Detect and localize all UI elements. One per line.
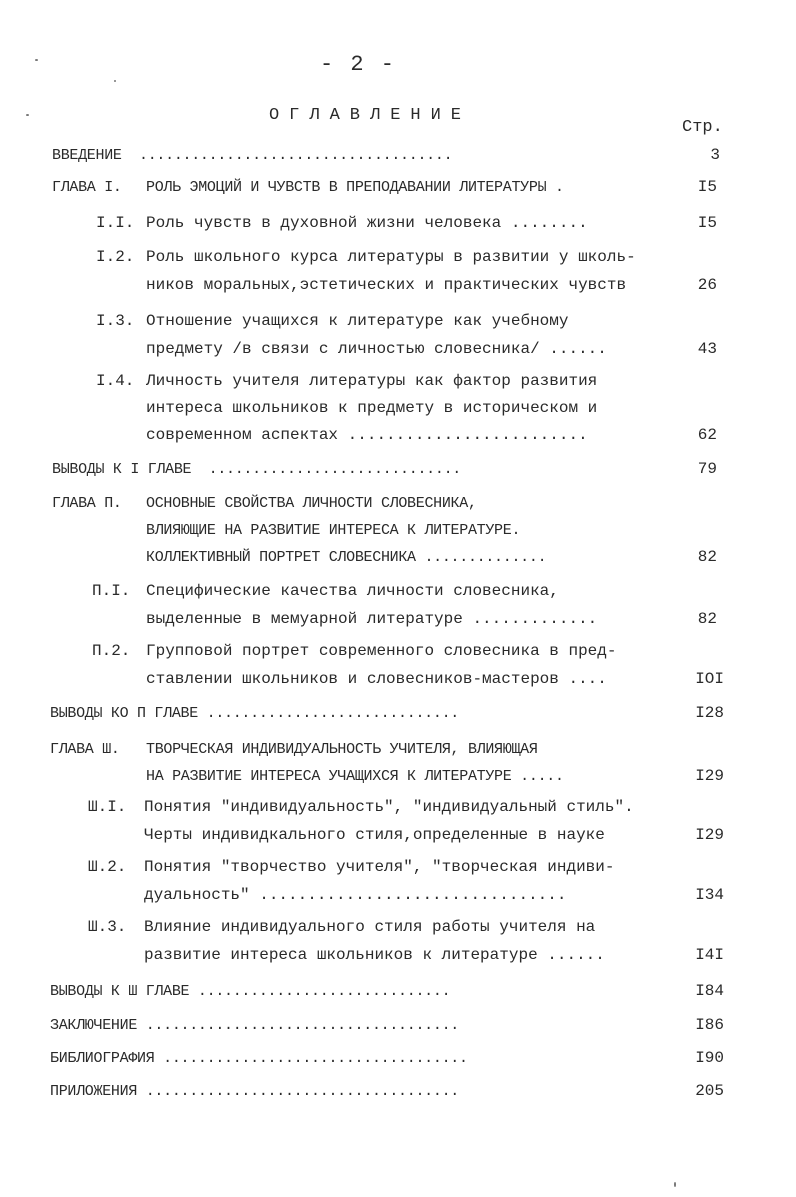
toc-page-ref: I5 xyxy=(697,178,717,196)
toc-page-ref: I5 xyxy=(697,214,717,232)
toc-entry-text: Специфические качества личности словесника, xyxy=(146,582,559,600)
toc-entry-number: П.I. xyxy=(92,582,131,600)
toc-page-ref: 205 xyxy=(695,1082,724,1100)
toc-entry-number: I.4. xyxy=(96,372,135,390)
toc-entry-number: I.3. xyxy=(96,312,135,330)
toc-page-ref: 79 xyxy=(697,460,717,478)
toc-page-ref: I90 xyxy=(695,1049,724,1067)
toc-entry-text: Влияние индивидуального стиля работы учителя на xyxy=(144,918,596,936)
toc-entry-number: Ш.3. xyxy=(88,918,127,936)
toc-entry-number: ГЛАВА I. xyxy=(52,179,122,196)
toc-entry-text: Роль чувств в духовной жизни человека ........ xyxy=(146,214,588,232)
toc-page-ref: 82 xyxy=(697,548,717,566)
toc-entry-text: Черты индивидкального стиля,определенные в науке xyxy=(144,826,605,844)
toc-page-ref: 26 xyxy=(697,276,717,294)
toc-entry-number: ГЛАВА П. xyxy=(52,495,122,512)
toc-entry-text: Понятия "творчество учителя", "творческая индиви- xyxy=(144,858,615,876)
page-column-header: Стр. xyxy=(682,118,723,137)
toc-entry-text: ТВОРЧЕСКАЯ ИНДИВИДУАЛЬНОСТЬ УЧИТЕЛЯ, ВЛИЯЮЩАЯ xyxy=(146,741,538,758)
toc-entry-number: I.I. xyxy=(96,214,135,232)
toc-page-ref: I84 xyxy=(695,982,724,1000)
scan-speck xyxy=(114,80,116,82)
toc-page-ref: 43 xyxy=(697,340,717,358)
toc-entry-number: I.2. xyxy=(96,248,135,266)
toc-page-ref: I86 xyxy=(695,1016,724,1034)
toc-entry-text: ПРИЛОЖЕНИЯ .................................... xyxy=(50,1083,459,1100)
toc-entry-text: ВЛИЯЮЩИЕ НА РАЗВИТИЕ ИНТЕРЕСА К ЛИТЕРАТУРЕ. xyxy=(146,522,521,539)
toc-entry-text: современном аспектах ......................... xyxy=(146,426,588,444)
scan-speck xyxy=(674,1182,676,1187)
scan-speck xyxy=(26,114,29,116)
toc-entry-text: БИБЛИОГРАФИЯ ................................... xyxy=(50,1050,468,1067)
toc-entry-text: Понятия "индивидуальность", "индивидуальный стиль". xyxy=(144,798,634,816)
toc-page-ref: 3 xyxy=(710,146,720,164)
toc-entry-text: ников моральных,эстетических и практических чувств xyxy=(146,276,627,294)
scan-speck xyxy=(35,59,38,61)
page-number: - 2 - xyxy=(319,52,396,77)
toc-entry-text: ВЫВОДЫ КО П ГЛАВЕ ............................. xyxy=(50,705,459,722)
toc-entry-text: ВЫВОДЫ К I ГЛАВЕ ............................. xyxy=(52,461,461,478)
toc-entry-number: П.2. xyxy=(92,642,131,660)
toc-entry-text: ВЫВОДЫ К Ш ГЛАВЕ ............................. xyxy=(50,983,451,1000)
toc-entry-text: развитие интереса школьников к литературе ...... xyxy=(144,946,605,964)
toc-entry-text: Личность учителя литературы как фактор развития xyxy=(146,372,598,390)
toc-entry-text: НА РАЗВИТИЕ ИНТЕРЕСА УЧАЩИХСЯ К ЛИТЕРАТУРЕ ..... xyxy=(146,768,564,785)
toc-entry-text: Групповой портрет современного словесника в пред- xyxy=(146,642,617,660)
toc-page-ref: I34 xyxy=(695,886,724,904)
toc-entry-number: ГЛАВА Ш. xyxy=(50,741,120,758)
toc-entry-text: ставлении школьников и словесников-мастеров .... xyxy=(146,670,607,688)
toc-entry-text: Роль школьного курса литературы в развитии у школь- xyxy=(146,248,636,266)
toc-entry-text: РОЛЬ ЭМОЦИЙ И ЧУВСТВ В ПРЕПОДАВАНИИ ЛИТЕРАТУРЫ . xyxy=(146,179,564,196)
toc-page-ref: I29 xyxy=(695,826,724,844)
toc-entry-text: дуальность" ................................ xyxy=(144,886,567,904)
toc-entry-number: Ш.I. xyxy=(88,798,127,816)
toc-entry-text: предмету /в связи с личностью словесника/ ...... xyxy=(146,340,607,358)
toc-entry-text: Отношение учащихся к литературе как учебному xyxy=(146,312,569,330)
toc-title: ОГЛАВЛЕНИЕ xyxy=(268,106,472,125)
toc-entry-text: ОСНОВНЫЕ СВОЙСТВА ЛИЧНОСТИ СЛОВЕСНИКА, xyxy=(146,495,477,512)
toc-entry-appendices[interactable] xyxy=(50,1076,459,1171)
toc-page-ref: 82 xyxy=(697,610,717,628)
toc-page-ref: 62 xyxy=(697,426,717,444)
toc-entry-text: выделенные в мемуарной литературе ............. xyxy=(146,610,598,628)
toc-page-ref: I28 xyxy=(695,704,724,722)
toc-entry-text: КОЛЛЕКТИВНЫЙ ПОРТРЕТ СЛОВЕСНИКА .............. xyxy=(146,549,547,566)
toc-page-ref: I4I xyxy=(695,946,724,964)
toc-page-ref: I29 xyxy=(695,767,724,785)
toc-entry-number: Ш.2. xyxy=(88,858,127,876)
toc-entry-text: интереса школьников к предмету в историческом и xyxy=(146,399,598,417)
toc-entry-text: ЗАКЛЮЧЕНИЕ .................................... xyxy=(50,1017,459,1034)
toc-entry-text: ВВЕДЕНИЕ .................................... xyxy=(52,147,453,164)
toc-page-ref: IOI xyxy=(695,670,724,688)
